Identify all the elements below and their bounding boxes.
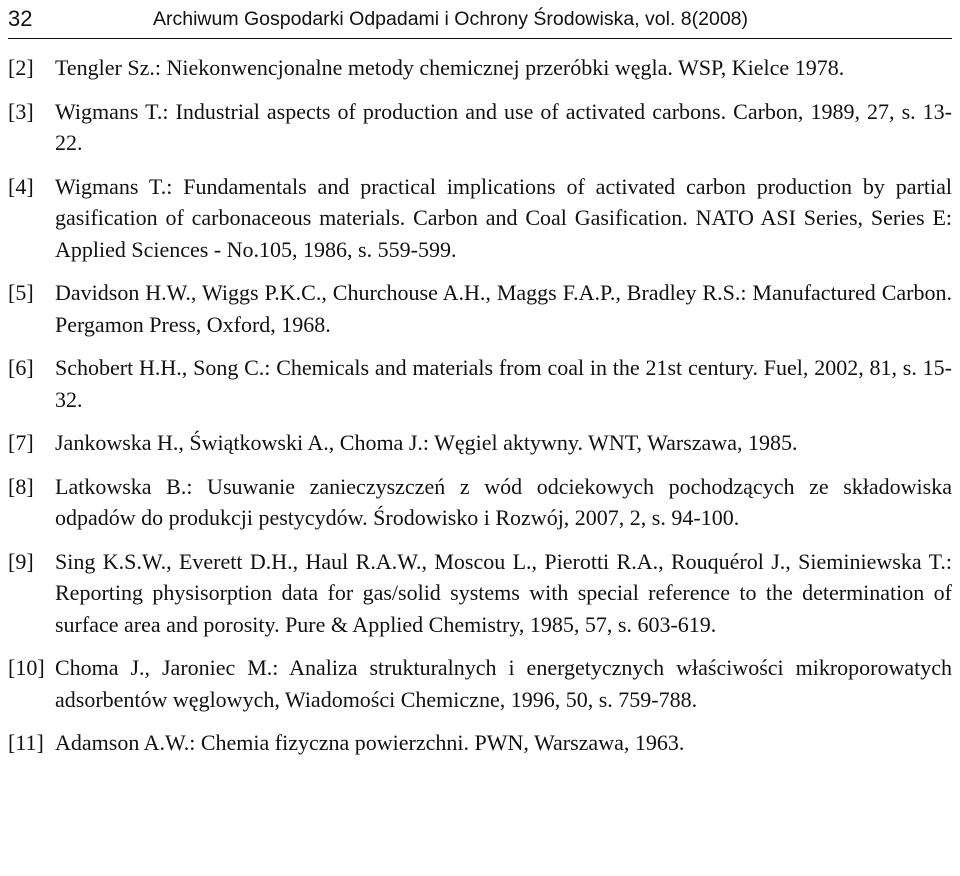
reference-number: [9] xyxy=(8,548,34,574)
reference-text: Sing K.S.W., Everett D.H., Haul R.A.W., Moscou L., Pierotti R.A., Rouquérol J., Sieminiewska T.: Reporting physisorption data for gas/solid systems with special reference to the determination of surface area and porosity. Pure & Applied Chemistry, 1985, 57, s. 603-619. xyxy=(55,548,952,637)
reference-item xyxy=(8,52,952,84)
reference-number: [7] xyxy=(8,430,34,455)
reference-number: [8] xyxy=(8,473,34,499)
reference-item xyxy=(8,652,952,715)
reference-item xyxy=(8,471,952,534)
reference-text: Wigmans T.: Fundamentals and practical implications of activated carbon production by partial gasification of carbonaceous materials. Carbon and Coal Gasification. NATO ASI Series, Series E: Applied Sciences - No.105, 1986, s. 559-599. xyxy=(55,173,952,262)
reference-item xyxy=(8,277,952,340)
reference-text: Adamson A.W.: Chemia fizyczna powierzchni. PWN, Warszawa, 1963. xyxy=(55,730,685,755)
reference-number: [3] xyxy=(8,98,34,124)
reference-text: Latkowska B.: Usuwanie zanieczyszczeń z wód odciekowych pochodzących ze składowiska odpadów do produkcji pestycydów. Środowisko i Rozwój, 2007, 2, s. 94-100. xyxy=(55,473,952,530)
reference-item xyxy=(8,427,952,459)
reference-number: [4] xyxy=(8,173,34,199)
reference-item xyxy=(8,727,952,759)
reference-number: [10] xyxy=(8,655,45,680)
reference-text: Choma J., Jaroniec M.: Analiza strukturalnych i energetycznych właściwości mikroporowatych adsorbentów węglowych, Wiadomości Chemiczne, 1996, 50, s. 759-788. xyxy=(55,655,952,712)
running-title: Archiwum Gospodarki Odpadami i Ochrony Środowiska, vol. 8(2008) xyxy=(153,8,749,30)
reference-list xyxy=(8,52,952,771)
reference-number: [2] xyxy=(8,55,34,80)
reference-item xyxy=(8,352,952,415)
page-number: 32 xyxy=(8,6,33,31)
reference-number: [6] xyxy=(8,355,34,380)
reference-text: Schobert H.H., Song C.: Chemicals and materials from coal in the 21st century. Fuel, 2002, 81, s. 15-32. xyxy=(55,355,952,412)
reference-text: Wigmans T.: Industrial aspects of production and use of activated carbons. Carbon, 1989, 27, s. 13-22. xyxy=(55,98,952,155)
reference-item xyxy=(8,546,952,641)
reference-text: Davidson H.W., Wiggs P.K.C., Churchouse A.H., Maggs F.A.P., Bradley R.S.: Manufactured Carbon. Pergamon Press, Oxford, 1968. xyxy=(55,280,952,337)
reference-item xyxy=(8,96,952,159)
reference-number: [5] xyxy=(8,280,34,305)
reference-number: [11] xyxy=(8,730,44,755)
reference-text: Tengler Sz.: Niekonwencjonalne metody chemicznej przeróbki węgla. WSP, Kielce 1978. xyxy=(55,55,845,80)
reference-item xyxy=(8,171,952,266)
reference-text: Jankowska H., Świątkowski A., Choma J.: Węgiel aktywny. WNT, Warszawa, 1985. xyxy=(55,430,798,455)
page-header xyxy=(8,4,952,39)
